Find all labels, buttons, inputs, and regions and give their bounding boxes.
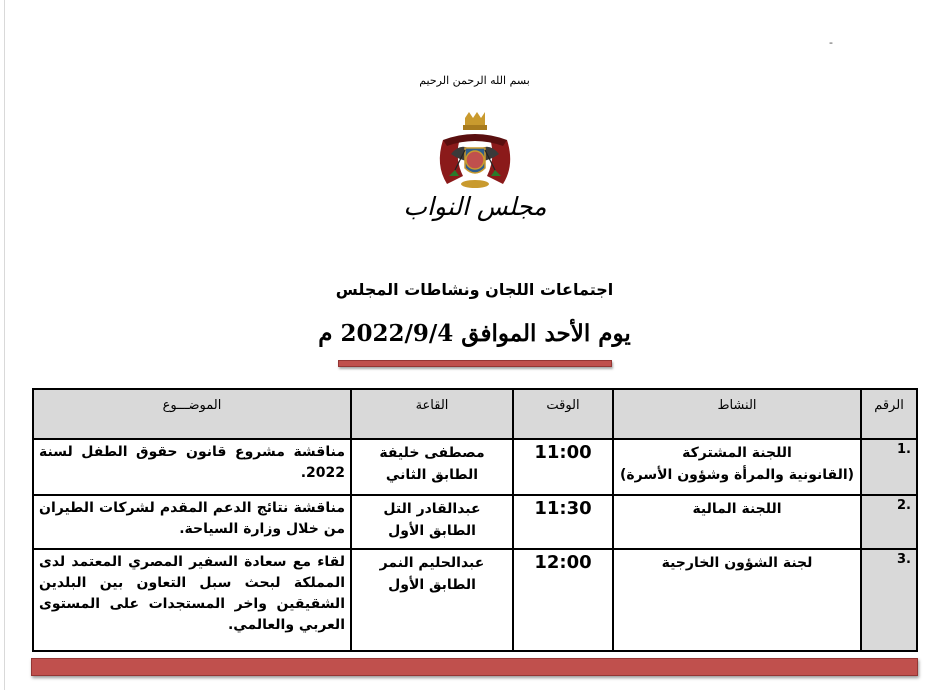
header-hall: القاعة [351,389,513,439]
hall-line: عبدالحليم النمر [379,555,485,571]
row-hall [351,549,513,651]
hall-line: مصطفى خليفة [379,445,485,461]
date-heading: يوم الأحد الموافق 2022/9/4 م [318,320,631,347]
hall-line: الطابق الأول [388,577,476,593]
table-row [33,439,917,495]
dash-mark: - [829,36,833,49]
hall-line: الطابق الأول [388,523,476,539]
row-number: .1 [861,439,917,495]
table-row [33,549,917,651]
basmala: بسم الله الرحمن الرحيم [419,74,530,87]
schedule-table [32,388,918,652]
row-number: .2 [861,495,917,549]
row-activity [613,439,861,495]
activity-line: (القانونية والمرأة وشؤون الأسرة) [619,467,855,483]
activity-line: اللجنة المالية [692,501,782,517]
hall-line: الطابق الثاني [385,467,479,483]
row-activity [613,495,861,549]
header-time: الوقت [513,389,613,439]
row-number: .3 [861,549,917,651]
parliament-emblem-icon [425,110,525,196]
header-activity: النشاط [613,389,861,439]
row-time: 12:00 [513,549,613,651]
row-topic: لقاء مع سعادة السفير المصري المعتمد لدى المملكة لبحث سبل التعاون بين البلدين الشقيقين واخر المستجدات على المستوى العربي والعالمي. [33,549,351,651]
header-topic: الموضـــوع [33,389,351,439]
footer-accent-bar [31,658,918,676]
page-title: اجتماعات اللجان ونشاطات المجلس [335,280,614,299]
row-time: 11:30 [513,495,613,549]
activity-line: لجنة الشؤون الخارجية [661,555,813,571]
table-row [33,495,917,549]
hall-line: عبدالقادر التل [383,501,481,517]
row-time: 11:00 [513,439,613,495]
row-topic: مناقشة مشروع قانون حقوق الطفل لسنة 2022. [33,439,351,495]
row-hall [351,439,513,495]
activity-line: اللجنة المشتركة [682,445,792,461]
parliament-logo-text: مجلس النواب [403,192,547,221]
row-hall [351,495,513,549]
date-underline-bar [338,360,612,367]
row-activity [613,549,861,651]
row-topic: مناقشة نتائج الدعم المقدم لشركات الطيران من خلال وزارة السياحة. [33,495,351,549]
table-header-row [33,389,917,439]
header-number: الرقم [861,389,917,439]
